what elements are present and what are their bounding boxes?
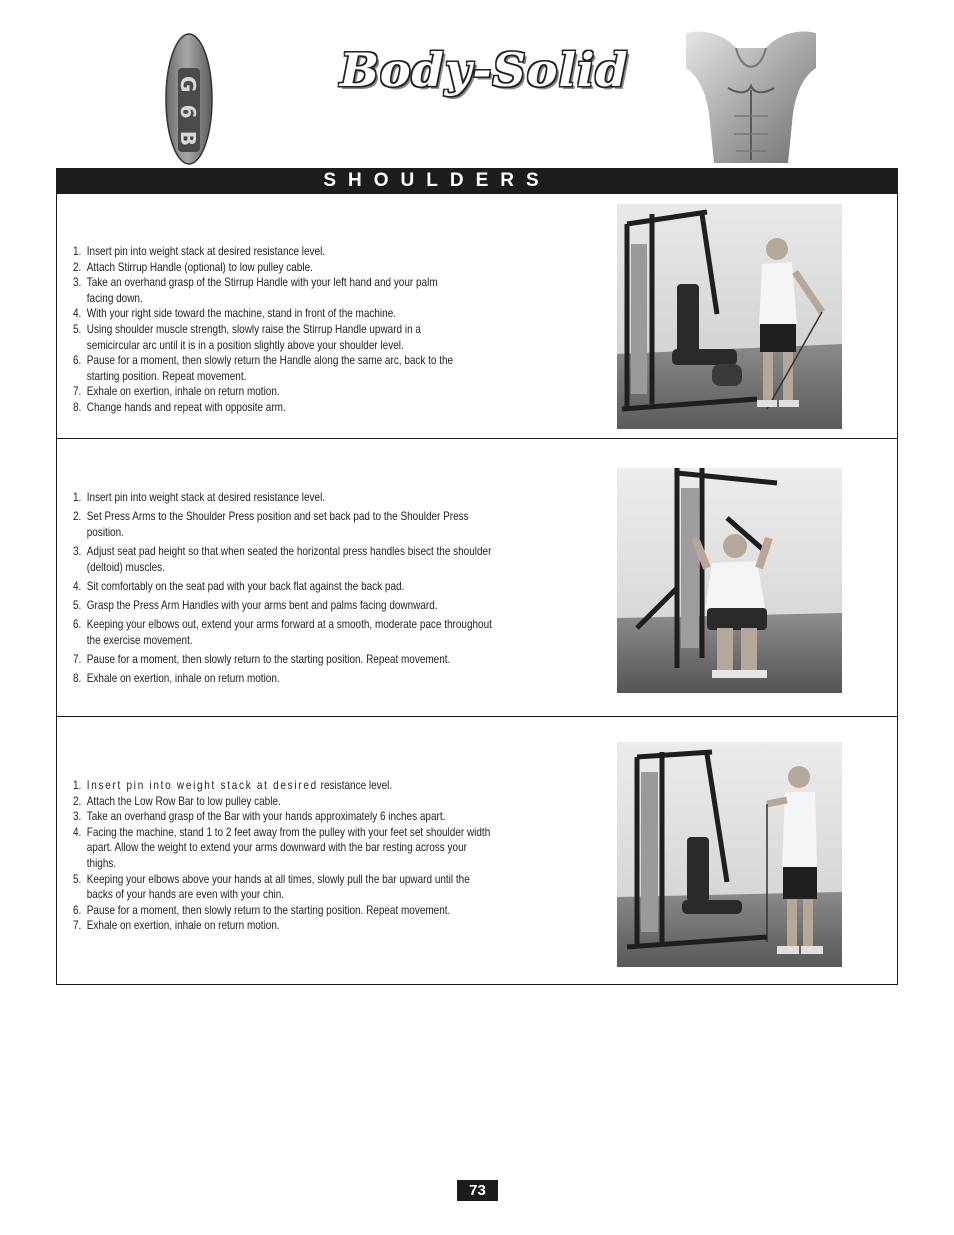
brand-wordmark: Body-Solid — [340, 43, 629, 97]
list-item: 6. Keeping your elbows out, extend your arms forward at a smooth, moderate pace throughout the exercise movement. — [73, 618, 492, 647]
exercise-2-steps — [73, 490, 499, 690]
shoulder-press-photo — [617, 468, 842, 693]
list-item: 4. With your right side toward the machine, stand in front of the machine. — [73, 307, 397, 321]
section-title: SHOULDERS — [323, 170, 551, 191]
body-solid-logo — [340, 40, 629, 100]
list-item: 3. Adjust seat pad height so that when seated the horizontal press handles bisect the shoulder (deltoid) muscles. — [73, 544, 492, 574]
list-item: 7. Exhale on exertion, inhale on return motion. — [73, 385, 280, 399]
g6b-logo-badge — [164, 32, 214, 166]
badge-text: G6B — [176, 76, 200, 146]
list-item: 2. Set Press Arms to the Shoulder Press position and set back pad to the Shoulder Press position. — [73, 510, 469, 539]
list-item: 5. Grasp the Press Arm Handles with your arms bent and palms facing downward. — [73, 598, 438, 612]
list-item: 6. Pause for a moment, then slowly return the Handle along the same arc, back to the starting position. Repeat movement. — [73, 354, 454, 383]
list-item: 8. Exhale on exertion, inhale on return motion. — [73, 672, 280, 686]
list-item: 2. Attach Stirrup Handle (optional) to low pulley cable. — [73, 260, 313, 274]
list-item: 6. Pause for a moment, then slowly return to the starting position. Repeat movement. — [73, 903, 451, 917]
list-item: 7. Exhale on exertion, inhale on return motion. — [73, 919, 280, 933]
list-item: 4. Facing the machine, stand 1 to 2 feet away from the pulley with your feet set shoulder width apart. Allow the weight to extend your arms downward with the bar resting across your thighs. — [73, 825, 491, 870]
exercise-panel-3 — [56, 717, 898, 985]
list-item: 4. Sit comfortably on the seat pad with your back flat against the back pad. — [73, 579, 405, 593]
exercise-3-steps — [73, 778, 494, 934]
list-item: 3. Take an overhand grasp of the Stirrup Handle with your left hand and your palm facing down. — [73, 276, 438, 305]
list-item: 1. Insert pin into weight stack at desired resistance level. — [73, 245, 326, 258]
torso-photo — [676, 28, 826, 168]
lateral-raise-photo — [617, 204, 842, 429]
list-item: 7. Pause for a moment, then slowly return to the starting position. Repeat movement. — [73, 652, 451, 666]
list-item: 5. Keeping your elbows above your hands at all times, slowly pull the bar upward until the backs of your hands are even with your chin. — [73, 872, 470, 902]
list-item: 1. Insert pin into weight stack at desired resistance level. — [73, 491, 326, 504]
page-number: 73 — [457, 1180, 498, 1201]
exercise-1-steps — [73, 244, 460, 416]
upright-row-photo — [617, 742, 842, 967]
exercise-panel-2 — [56, 439, 898, 717]
list-item: 3. Take an overhand grasp of the Bar with your hands approximately 6 inches apart. — [73, 810, 446, 824]
list-item: 2. Attach the Low Row Bar to low pulley cable. — [73, 794, 281, 808]
section-title-bar — [56, 168, 898, 194]
list-item: 1. Insert pin into weight stack at desired resistance level. — [73, 779, 393, 792]
list-item: 5. Using shoulder muscle strength, slowly raise the Stirrup Handle upward in a semicircular arc until it is in a position slightly above your shoulder level. — [73, 322, 421, 352]
exercise-panel-1 — [56, 194, 898, 439]
list-item: 8. Change hands and repeat with opposite arm. — [73, 400, 286, 414]
